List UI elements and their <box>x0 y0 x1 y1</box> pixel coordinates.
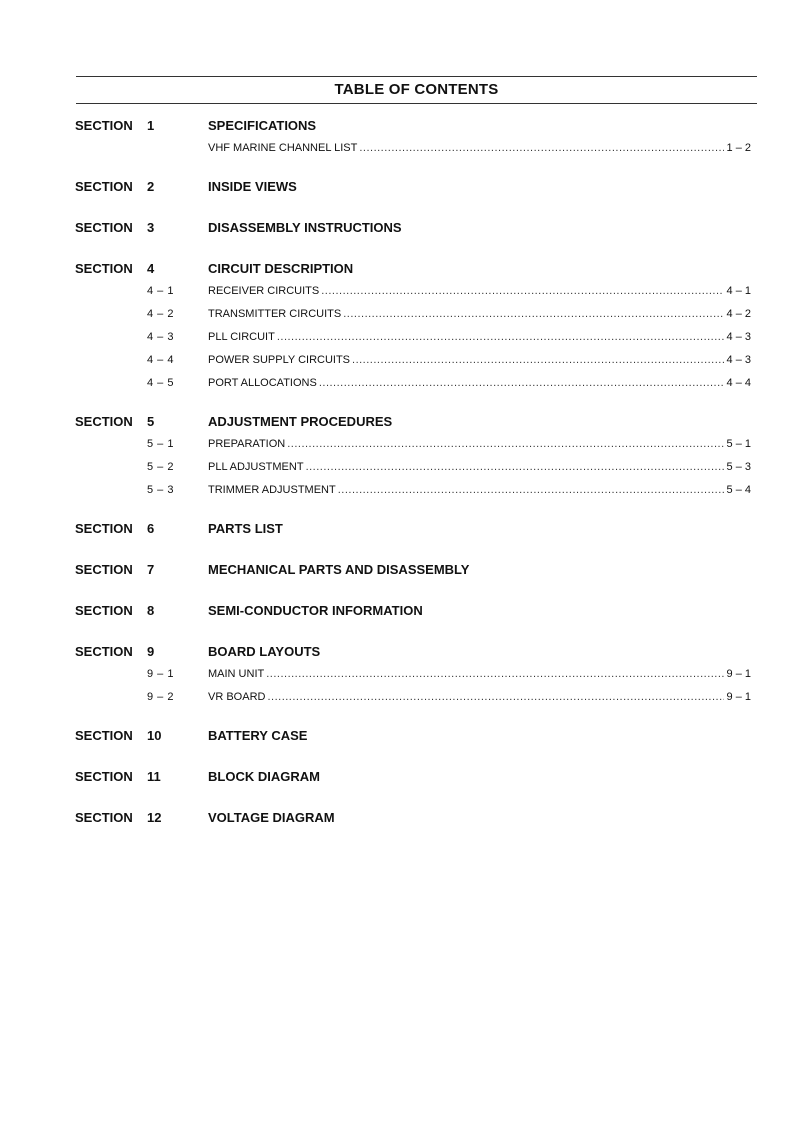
toc-entry[interactable] <box>0 433 794 456</box>
entry-title: PLL ADJUSTMENT <box>208 461 304 473</box>
toc-entry[interactable] <box>0 280 794 303</box>
toc-section <box>0 809 794 829</box>
section-label: SECTION <box>75 810 133 825</box>
entry-number: 5 – 2 <box>147 461 174 473</box>
section-heading[interactable] <box>0 260 794 280</box>
section-label: SECTION <box>75 179 133 194</box>
section-label: SECTION <box>75 414 133 429</box>
entry-line <box>208 354 751 366</box>
dot-leader <box>343 308 723 320</box>
entry-line <box>208 484 751 496</box>
entry-page-number: 5 – 4 <box>726 484 751 496</box>
section-label: SECTION <box>75 521 133 536</box>
toc-section <box>0 260 794 395</box>
section-number: 5 <box>147 414 155 429</box>
entry-title: MAIN UNIT <box>208 668 265 680</box>
dot-leader <box>359 142 723 154</box>
title-top-rule <box>76 76 757 77</box>
section-title: DISASSEMBLY INSTRUCTIONS <box>208 220 402 235</box>
section-title: ADJUSTMENT PROCEDURES <box>208 414 393 429</box>
entry-page-number: 4 – 4 <box>726 377 751 389</box>
toc-section <box>0 727 794 747</box>
section-number: 7 <box>147 562 155 577</box>
entry-page-number: 4 – 1 <box>726 285 751 297</box>
section-label: SECTION <box>75 261 133 276</box>
toc-section <box>0 413 794 502</box>
entry-number: 5 – 3 <box>147 484 174 496</box>
section-heading[interactable] <box>0 219 794 239</box>
section-heading[interactable] <box>0 117 794 137</box>
entry-title: TRANSMITTER CIRCUITS <box>208 308 342 320</box>
toc-section <box>0 178 794 198</box>
section-number: 9 <box>147 644 155 659</box>
entry-number: 4 – 5 <box>147 377 174 389</box>
entry-title: PLL CIRCUIT <box>208 331 275 343</box>
entry-number: 4 – 2 <box>147 308 174 320</box>
table-of-contents <box>0 117 794 850</box>
entry-title: RECEIVER CIRCUITS <box>208 285 320 297</box>
section-title: INSIDE VIEWS <box>208 179 297 194</box>
dot-leader <box>267 691 723 703</box>
section-title: PARTS LIST <box>208 521 283 536</box>
section-heading[interactable] <box>0 809 794 829</box>
section-title: BLOCK DIAGRAM <box>208 769 320 784</box>
entry-title: POWER SUPPLY CIRCUITS <box>208 354 351 366</box>
section-number: 10 <box>147 728 162 743</box>
section-number: 6 <box>147 521 155 536</box>
section-label: SECTION <box>75 603 133 618</box>
entry-line <box>208 308 751 320</box>
entry-page-number: 5 – 1 <box>726 438 751 450</box>
entry-page-number: 9 – 1 <box>726 691 751 703</box>
entry-page-number: 4 – 3 <box>726 331 751 343</box>
entry-title: VHF MARINE CHANNEL LIST <box>208 142 358 154</box>
toc-section <box>0 561 794 581</box>
toc-entry[interactable] <box>0 303 794 326</box>
section-label: SECTION <box>75 220 133 235</box>
entry-page-number: 5 – 3 <box>726 461 751 473</box>
dot-leader <box>321 285 723 297</box>
entry-line <box>208 285 751 297</box>
section-number: 11 <box>147 769 161 784</box>
entry-number: 5 – 1 <box>147 438 174 450</box>
entry-line <box>208 668 751 680</box>
entry-title: PORT ALLOCATIONS <box>208 377 317 389</box>
entry-title: PREPARATION <box>208 438 286 450</box>
toc-entry[interactable] <box>0 326 794 349</box>
section-title: CIRCUIT DESCRIPTION <box>208 261 354 276</box>
entry-line <box>208 142 751 154</box>
toc-entry[interactable] <box>0 456 794 479</box>
toc-entry[interactable] <box>0 137 794 160</box>
toc-section <box>0 602 794 622</box>
toc-section <box>0 643 794 709</box>
entry-number: 9 – 2 <box>147 691 174 703</box>
title-bottom-rule <box>76 103 757 104</box>
toc-section <box>0 219 794 239</box>
section-label: SECTION <box>75 728 133 743</box>
section-title: MECHANICAL PARTS AND DISASSEMBLY <box>208 562 470 577</box>
toc-section <box>0 768 794 788</box>
section-label: SECTION <box>75 118 133 133</box>
dot-leader <box>266 668 723 680</box>
entry-number: 4 – 4 <box>147 354 174 366</box>
toc-entry[interactable] <box>0 372 794 395</box>
section-title: SEMI-CONDUCTOR INFORMATION <box>208 603 423 618</box>
section-title: BOARD LAYOUTS <box>208 644 321 659</box>
entry-number: 4 – 3 <box>147 331 174 343</box>
entry-title: VR BOARD <box>208 691 266 703</box>
section-heading[interactable] <box>0 520 794 540</box>
entry-page-number: 4 – 3 <box>726 354 751 366</box>
toc-section <box>0 117 794 160</box>
section-number: 8 <box>147 603 155 618</box>
section-heading[interactable] <box>0 561 794 581</box>
section-number: 4 <box>147 261 155 276</box>
entry-line <box>208 377 751 389</box>
section-heading[interactable] <box>0 643 794 663</box>
dot-leader <box>338 484 724 496</box>
dot-leader <box>277 331 724 343</box>
entry-title: TRIMMER ADJUSTMENT <box>208 484 336 496</box>
toc-entry[interactable] <box>0 663 794 686</box>
entry-line <box>208 461 751 473</box>
section-number: 3 <box>147 220 155 235</box>
entry-page-number: 4 – 2 <box>726 308 751 320</box>
section-heading[interactable] <box>0 768 794 788</box>
section-title: SPECIFICATIONS <box>208 118 317 133</box>
section-label: SECTION <box>75 562 133 577</box>
dot-leader <box>287 438 723 450</box>
page-title: TABLE OF CONTENTS <box>334 81 499 98</box>
section-heading[interactable] <box>0 413 794 433</box>
toc-entry[interactable] <box>0 349 794 372</box>
dot-leader <box>306 461 724 473</box>
dot-leader <box>319 377 724 389</box>
section-heading[interactable] <box>0 727 794 747</box>
dot-leader <box>352 354 724 366</box>
section-heading[interactable] <box>0 178 794 198</box>
toc-entry[interactable] <box>0 686 794 709</box>
section-label: SECTION <box>75 769 133 784</box>
section-title: VOLTAGE DIAGRAM <box>208 810 335 825</box>
toc-section <box>0 520 794 540</box>
entry-page-number: 9 – 1 <box>726 668 751 680</box>
entry-number: 9 – 1 <box>147 668 174 680</box>
entry-line <box>208 331 751 343</box>
section-heading[interactable] <box>0 602 794 622</box>
entry-line <box>208 691 751 703</box>
toc-entry[interactable] <box>0 479 794 502</box>
section-title: BATTERY CASE <box>208 728 308 743</box>
section-label: SECTION <box>75 644 133 659</box>
section-number: 2 <box>147 179 155 194</box>
entry-line <box>208 438 751 450</box>
section-number: 12 <box>147 810 162 825</box>
entry-page-number: 1 – 2 <box>726 142 751 154</box>
section-number: 1 <box>147 118 155 133</box>
entry-number: 4 – 1 <box>147 285 174 297</box>
